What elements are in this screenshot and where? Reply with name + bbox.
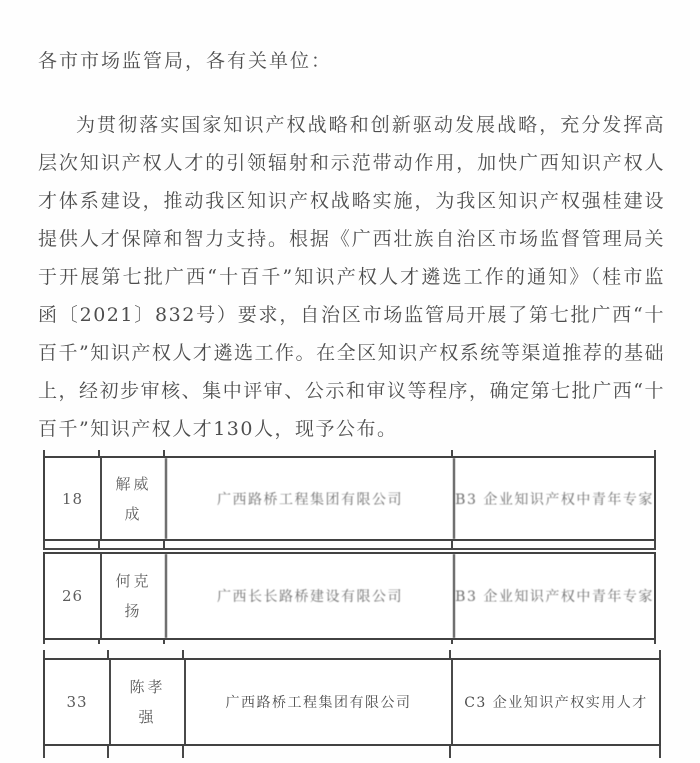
table-gridline bbox=[451, 640, 453, 644]
table-row bbox=[43, 456, 656, 541]
table-gridline bbox=[449, 650, 451, 658]
category-cell: B3 企业知识产权中青年专家 bbox=[453, 554, 654, 638]
person-name-cell bbox=[100, 554, 165, 638]
table-gridline bbox=[654, 640, 656, 644]
organization-cell: 广西路桥工程集团有限公司 bbox=[184, 660, 451, 744]
table-gridline bbox=[163, 544, 165, 548]
table-row bbox=[43, 658, 661, 746]
table-gridline bbox=[43, 450, 45, 456]
table-gridline bbox=[451, 450, 453, 456]
organization-cell: 广西路桥工程集团有限公司 bbox=[165, 458, 453, 539]
table-gridline bbox=[98, 640, 100, 644]
row-number: 33 bbox=[66, 693, 88, 711]
person-name: 何克扬 bbox=[115, 572, 152, 620]
table-gridline bbox=[654, 544, 656, 548]
table-gridline bbox=[43, 640, 45, 644]
table-row-fragment-18 bbox=[43, 450, 656, 545]
row-number: 26 bbox=[61, 587, 84, 605]
table-gridline bbox=[43, 544, 45, 548]
person-name-cell bbox=[100, 458, 165, 539]
organization-cell: 广西长长路桥建设有限公司 bbox=[165, 554, 453, 638]
category-cell: B3 企业知识产权中青年专家 bbox=[453, 458, 654, 539]
body-paragraph: 为贯彻落实国家知识产权战略和创新驱动发展战略，充分发挥高层次知识产权人才的引领辐射和示范带动作用，加快广西知识产权人才体系建设，推动我区知识产权战略实施，为我区知识产权强桂建设提供人才保障和智力支持。根据《广西壮族自治区市场监督管理局关于开展第七批广西“十百千”知识产权人才遴选工作的通知》（桂市监函〔2021〕832号）要求，自治区市场监管局开展了第七批广西“十百千”知识产权人才遴选工作。在全区知识产权系统等渠道推荐的基础上，经初步审核、集中评审、公示和审议等程序，确定第七批广西“十百千”知识产权人才130人，现予公布。 bbox=[38, 114, 665, 440]
table-gridline-stubs bbox=[43, 450, 656, 456]
table-gridline-stubs bbox=[43, 544, 656, 548]
person-name: 解威成 bbox=[115, 474, 152, 523]
table-gridline bbox=[163, 450, 165, 456]
table-gridline bbox=[659, 746, 661, 758]
table-row-fragment-26 bbox=[43, 544, 656, 644]
person-name-cell bbox=[109, 660, 184, 744]
table-row-fragment-33 bbox=[43, 650, 661, 758]
category-cell: C3 企业知识产权实用人才 bbox=[451, 660, 659, 744]
table-gridline bbox=[107, 746, 109, 758]
table-gridline-stubs bbox=[43, 746, 661, 758]
table-gridline bbox=[98, 450, 100, 456]
table-row bbox=[43, 552, 656, 640]
table-gridline bbox=[659, 650, 661, 658]
table-gridline bbox=[107, 650, 109, 658]
table-gridline bbox=[182, 650, 184, 658]
table-gridline bbox=[182, 746, 184, 758]
table-gridline bbox=[43, 650, 45, 658]
row-number: 18 bbox=[61, 489, 84, 508]
table-gridline bbox=[98, 544, 100, 548]
table-gridline bbox=[449, 746, 451, 758]
person-name: 陈孝强 bbox=[129, 678, 166, 726]
table-gridline-stubs bbox=[43, 650, 661, 658]
table-gridline bbox=[43, 746, 45, 758]
table-gridline bbox=[451, 544, 453, 548]
table-gridline bbox=[654, 450, 656, 456]
table-gridline bbox=[163, 640, 165, 644]
table-gridline-stubs bbox=[43, 640, 656, 644]
salutation: 各市市场监管局，各有关单位： bbox=[38, 50, 333, 72]
